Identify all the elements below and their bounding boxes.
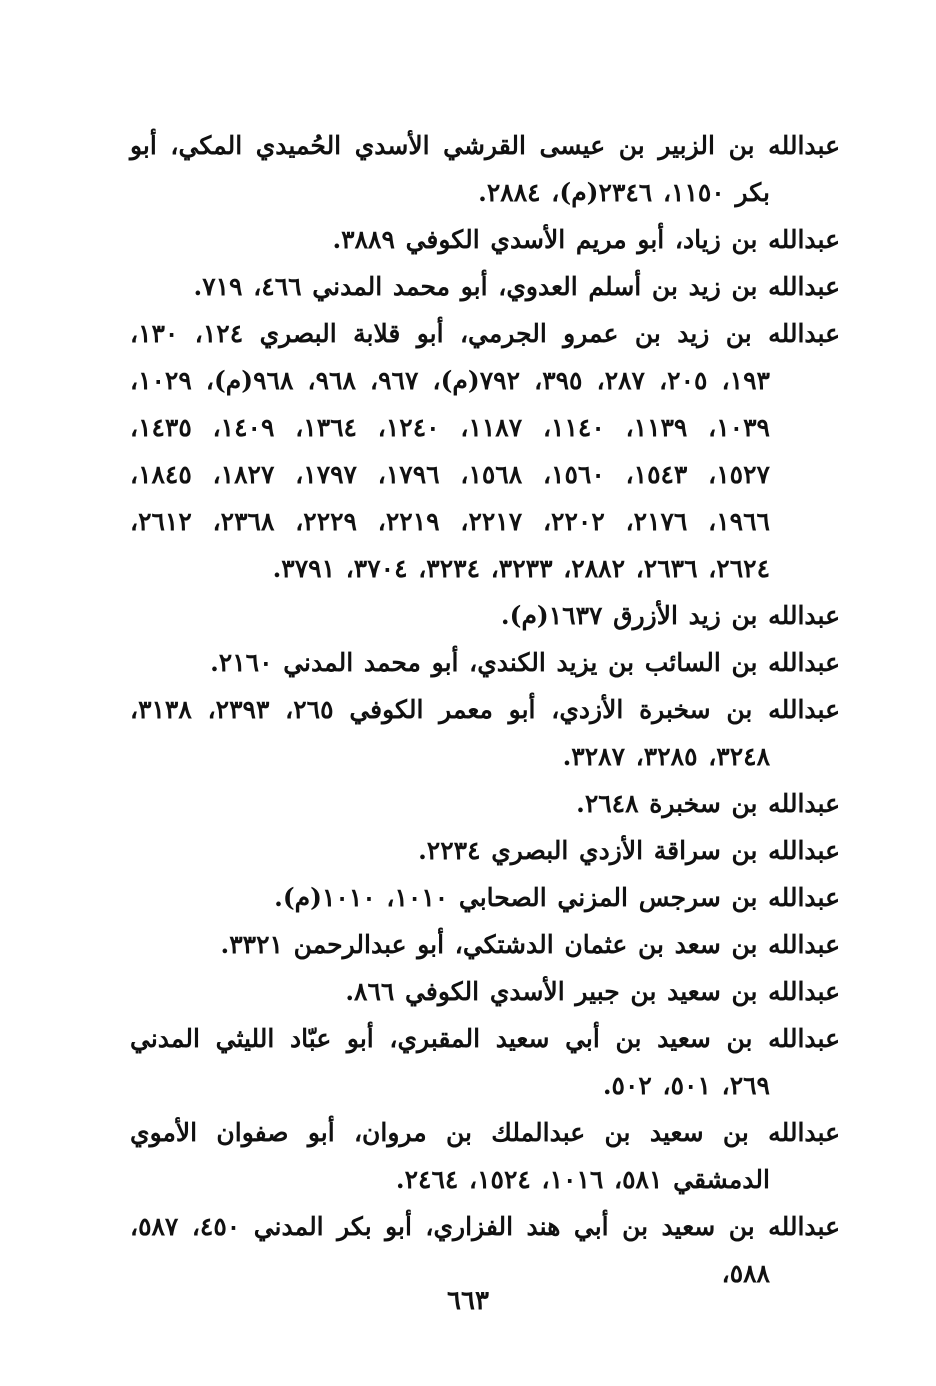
- index-entry: عبدالله بن سخبرة الأزدي، أبو معمر الكوفي ٢٦٥، ٢٣٩٣، ٣١٣٨، ٣٢٤٨، ٣٢٨٥، ٣٢٨٧.: [130, 695, 840, 771]
- index-entry: عبدالله بن سعيد بن أبي هند الفزاري، أبو بكر المدني ٤٥٠، ٥٨٧، ٥٨٨،: [130, 1212, 840, 1288]
- index-entry: عبدالله بن زياد، أبو مريم الأسدي الكوفي ٣٨٨٩.: [332, 225, 840, 254]
- index-entry: عبدالله بن سعيد بن جبير الأسدي الكوفي ٨٦٦.: [345, 977, 840, 1006]
- index-entry: عبدالله بن زيد الأزرق ١٦٣٧(م).: [500, 601, 840, 630]
- index-entry: عبدالله بن الزبير بن عيسى القرشي الأسدي الحُميدي المكي، أبو بكر ١١٥٠، ٢٣٤٦(م)، ٢٨٨٤.: [130, 131, 840, 207]
- index-entry: عبدالله بن سعيد بن عبدالملك بن مروان، أبو صفوان الأموي الدمشقي ٥٨١، ١٠١٦، ١٥٢٤، ٢٤٦٤.: [130, 1118, 840, 1194]
- index-page-body: [130, 122, 840, 1297]
- index-entry: عبدالله بن سراقة الأزدي البصري ٢٢٣٤.: [418, 836, 840, 865]
- index-entry: عبدالله بن زيد بن أسلم العدوي، أبو محمد المدني ٤٦٦، ٧١٩.: [193, 272, 840, 301]
- index-entry: عبدالله بن سعد بن عثمان الدشتكي، أبو عبدالرحمن ٣٣٢١.: [220, 930, 840, 959]
- index-entry: عبدالله بن سخبرة ٢٦٤٨.: [576, 789, 840, 818]
- index-entry: عبدالله بن سعيد بن أبي سعيد المقبري، أبو عبّاد الليثي المدني ٢٦٩، ٥٠١، ٥٠٢.: [130, 1024, 840, 1100]
- index-entry: عبدالله بن زيد بن عمرو الجرمي، أبو قلابة البصري ١٢٤، ١٣٠، ١٩٣، ٢٠٥، ٢٨٧، ٣٩٥، ٧٩٢(م)، ٩٦٧، ٩٦٨، ٩٦٨(م)، ١٠٢٩، ١٠٣٩، ١١٣٩، ١١٤٠، ١١٨٧، ١٢٤٠، ١٣٦٤، ١٤٠٩، ١٤٣٥، ١٥٢٧، ١٥٤٣، ١٥٦٠، ١٥٦٨، ١٧٩٦، ١٧٩٧، ١٨٢٧، ١٨٤٥، ١٩٦٦، ٢١٧٦، ٢٢٠٢، ٢٢١٧، ٢٢١٩، ٢٢٢٩، ٢٣٦٨، ٢٦١٢، ٢٦٢٤، ٢٦٣٦، ٢٨٨٢، ٣٢٣٣، ٣٢٣٤، ٣٧٠٤، ٣٧٩١.: [130, 319, 840, 583]
- index-entry: عبدالله بن سرجس المزني الصحابي ١٠١٠، ١٠١٠(م).: [274, 883, 840, 912]
- page-number: ٦٦٣: [447, 1286, 489, 1316]
- index-entry: عبدالله بن السائب بن يزيد الكندي، أبو محمد المدني ٢١٦٠.: [210, 648, 840, 677]
